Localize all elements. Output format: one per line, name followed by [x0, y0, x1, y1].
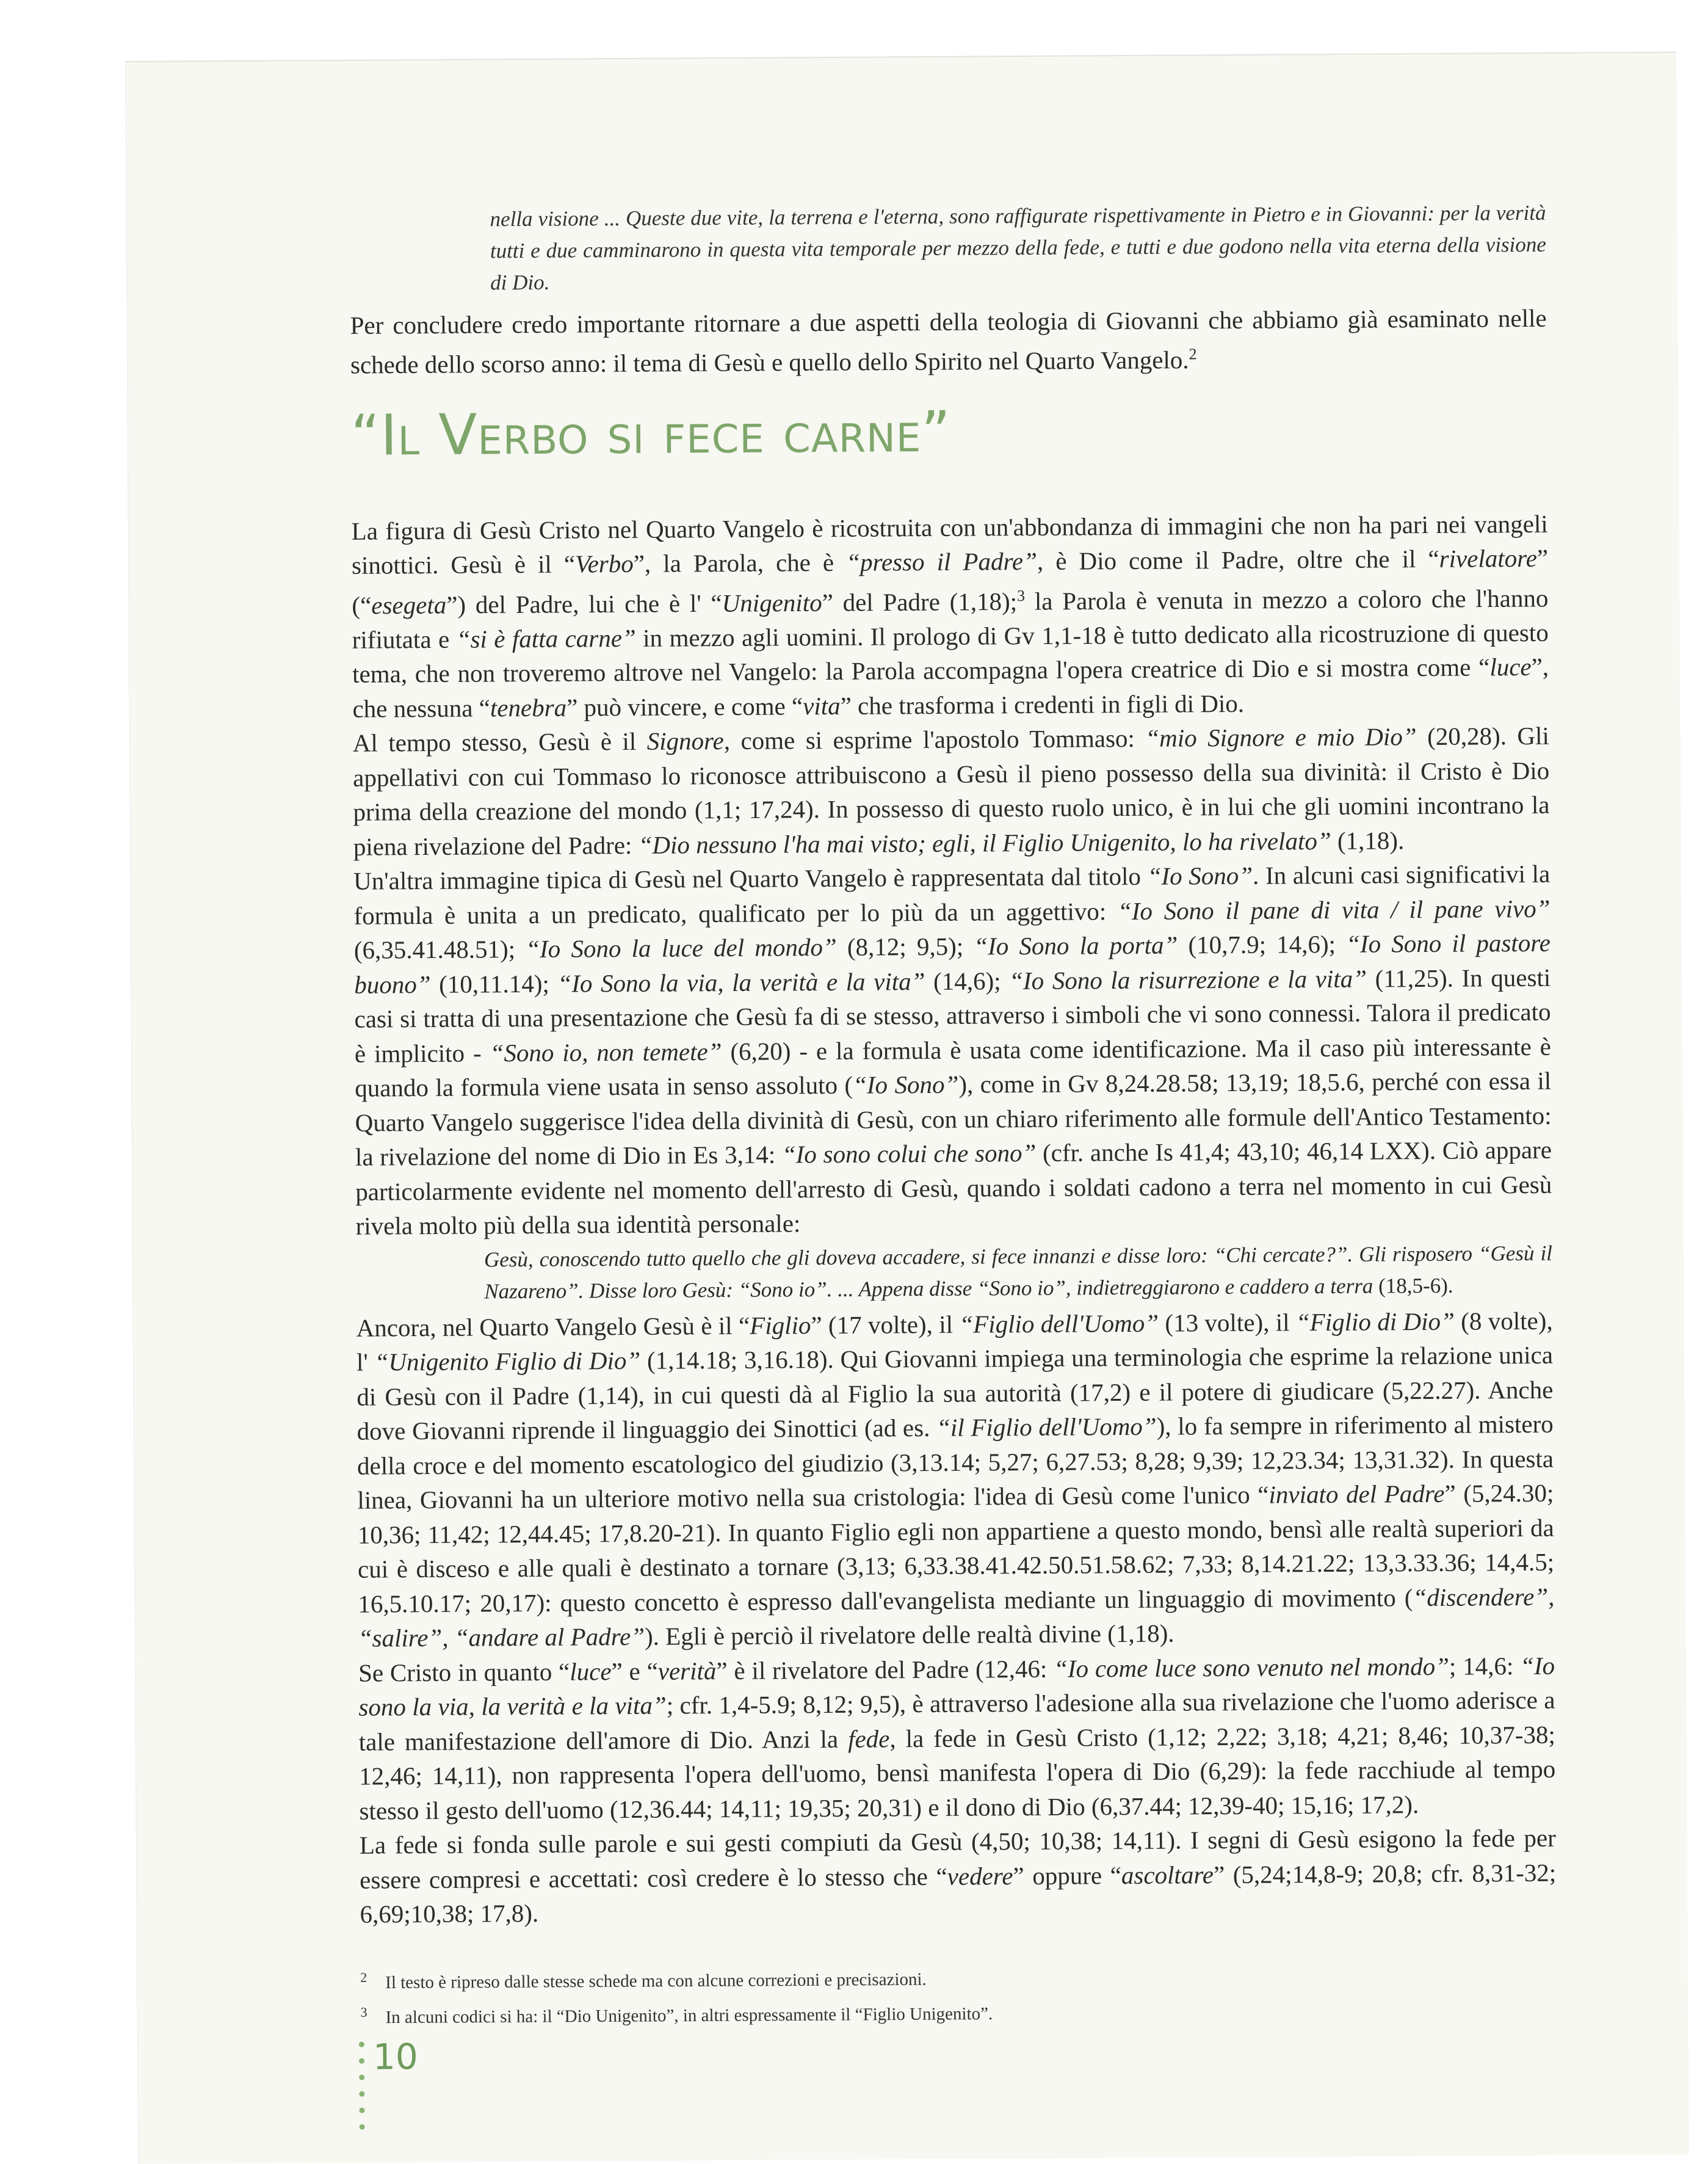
page-dots-decoration: [359, 2042, 365, 2141]
dot: [359, 2091, 364, 2097]
footnotes: [360, 1956, 1521, 2032]
paragraph-signore: Al tempo stesso, Gesù è il Signore, come si esprime l'apostolo Tommaso: “mio Signore e mio Dio” (20,28). Gli appellativi con cui Tommaso lo riconosce attribuiscono a Gesù il pieno possesso della sua divinità: il Cristo è Dio prima della creazione del mondo (1,1; 17,24). In possesso di questo ruolo unico, è in lui che gli uomini incontrano la piena rivelazione del Padre: “Dio nessuno l'ha mai visto; egli, il Figlio Unigenito, lo ha rivelato” (1,18).: [352, 722, 1550, 861]
paragraph-io-sono: Un'altra immagine tipica di Gesù nel Quarto Vangelo è rappresentata dal titolo “Io Sono”. In alcuni casi significativi la formula è unita a un predicato, qualificato per lo più da un aggettivo: “Io Sono il pane di vita / il pane vivo” (6,35.41.48.51); “Io Sono la luce del mondo” (8,12; 9,5); “Io Sono la porta” (10,7.9; 14,6); “Io Sono il pastore buono” (10,11.14); “Io Sono la via, la verità e la vita” (14,6); “Io Sono la risurrezione e la vita” (11,25). In questi casi si tratta di una presentazione che Gesù fa di se stesso, attraverso i simboli che vi sono connessi. Talora il predicato è implicito - “Sono io, non temete” (6,20) - e la formula è usata come identificazione. Ma il caso più interessante è quando la formula viene usata in senso assoluto (“Io Sono”), come in Gv 8,24.28.58; 13,19; 18,5.6, perché con essa il Quarto Vangelo suggerisce l'idea della divinità di Gesù, con un chiaro riferimento alle formule dell'Antico Testamento: la rivelazione del nome di Dio in Es 3,14: “Io sono colui che sono” (cfr. anche Is 41,4; 43,10; 46,14 LXX). Ciò appare particolarmente evidente nel momento dell'arresto di Gesù, quando i soldati cadono a terra nel momento in cui Gesù rivela molto più della sua identità personale:: [353, 860, 1552, 1241]
block-quote-arrest: Gesù, conoscendo tutto quello che gli doveva accadere, si fece innanzi e disse loro: “Chi cercate?”. Gli risposero “Gesù il Nazareno”. Disse loro Gesù: “Sono io”. ... Appena disse “Sono io”, indietreggiarono e caddero a terra (18,5-6).: [483, 1241, 1553, 1304]
footnote-2: $^2$ Il testo è ripreso dalle stesse schede ma con alcune correzioni e precisazioni.: [360, 1969, 927, 1993]
block-quote-top: nella visione ... Queste due vite, la terrena e l'eterna, sono raffigurate rispettivamente in Pietro e in Giovanni: per la verità tutti e due camminarono in questa vita temporale per mezzo della fede, e tutti e due godono nella vita eterna della visione di Dio.: [490, 200, 1546, 295]
dot: [359, 2058, 364, 2064]
paragraph-figlio: Ancora, nel Quarto Vangelo Gesù è il “Figlio” (17 volte), il “Figlio dell'Uomo” (13 volte), il “Figlio di Dio” (8 volte), l' “Unigenito Figlio di Dio” (1,14.18; 3,16.18). Qui Giovanni impiega una terminologia che esprime la relazione unica di Gesù con il Padre (1,14), in cui questi dà al Figlio la sua autorità (17,2) e il potere di giudicare (5,22.27). Anche dove Giovanni riprende il linguaggio dei Sinottici (ad es. “il Figlio dell'Uomo”), lo fa sempre in riferimento al mistero della croce e del momento escatologico del giudizio (3,13.14; 5,27; 6,27.53; 8,28; 9,39; 12,23.34; 13,31.32). In questa linea, Giovanni ha un ulteriore motivo nella sua cristologia: l'idea di Gesù come l'unico “inviato del Padre” (5,24.30; 10,36; 11,42; 12,44.45; 17,8.20-21). In quanto Figlio egli non appartiene a questo mondo, bensì alle realtà superiori da cui è disceso e alle quali è destinato a tornare (3,13; 6,33.38.41.42.50.51.58.62; 7,33; 8,14.21.22; 13,3.33.36; 14,4.5; 16,5.10.17; 20,17): questo concetto è espresso dall'evangelista mediante un linguaggio di movimento (“discendere”, “salire”, “andare al Padre”). Egli è perciò il rivelatore delle realtà divine (1,18).: [356, 1306, 1555, 1653]
paragraph-luce-verita: Se Cristo in quanto “luce” e “verità” è il rivelatore del Padre (12,46: “Io come luce sono venuto nel mondo”; 14,6: “Io sono la via, la verità e la vita”; cfr. 1,4-5.9; 8,12; 9,5), è attraverso l'adesione alla sua rivelazione che l'uomo aderisce a tale manifestazione dell'amore di Dio. Anzi la fede, la fede in Gesù Cristo (1,12; 2,22; 3,18; 4,21; 8,46; 10,37-38; 12,46; 14,11), non rappresenta l'opera dell'uomo, bensì manifesta l'opera di Dio (6,29): la fede racchiude al tempo stesso il gesto dell'uomo (12,36.44; 14,11; 19,35; 20,31) e il dono di Dio (6,37.44; 12,39-40; 15,16; 17,2).: [358, 1651, 1556, 1825]
footnote-3: $^3$ In alcuni codici si ha: il “Dio Unigenito”, in altri espressamente il “Figlio Unigenito”.: [360, 2003, 993, 2027]
dot: [359, 2075, 364, 2080]
paper-page: [125, 51, 1689, 2163]
dot: [359, 2108, 364, 2113]
dot: [359, 2042, 364, 2047]
page-number: 10: [372, 2036, 418, 2078]
paragraph-verbo: La figura di Gesù Cristo nel Quarto Vangelo è ricostruita con un'abbondanza di immagini che non ha pari nei vangeli sinottici. Gesù è il “Verbo”, la Parola, che è “presso il Padre”, è Dio come il Padre, oltre che il “rivelatore” (“esegeta”) del Padre, lui che è l' “Unigenito” del Padre (1,18);$^3$ la Parola è venuta in mezzo a coloro che l'hanno rifiutata e “si è fatta carne” in mezzo agli uomini. Il prologo di Gv 1,1-18 è tutto dedicato alla ricostruzione di questo tema, che non troveremo altrove nel Vangelo: la Parola accompagna l'opera creatrice di Dio e si mostra come “luce”, che nessuna “tenebra” può vincere, e come “vita” che trasforma i credenti in figli di Dio.: [351, 509, 1549, 723]
paragraph-fede: La fede si fonda sulle parole e sui gesti compiuti da Gesù (4,50; 10,38; 14,11). I segni di Gesù esigono la fede per essere compresi e accettati: così credere è lo stesso che “vedere” oppure “ascoltare” (5,24;14,8-9; 20,8; cfr. 8,31-32; 6,69;10,38; 17,8).: [359, 1824, 1557, 1929]
section-title: “Il Verbo si fece carne”: [350, 399, 952, 468]
main-content: [349, 197, 1556, 1932]
intro-paragraph: Per concludere credo importante ritornare a due aspetti della teologia di Giovanni che abbiamo già esaminato nelle schede dello scorso anno: il tema di Gesù e quello dello Spirito nel Quarto Vangelo.$^2$: [350, 303, 1547, 379]
dot: [360, 2124, 365, 2130]
